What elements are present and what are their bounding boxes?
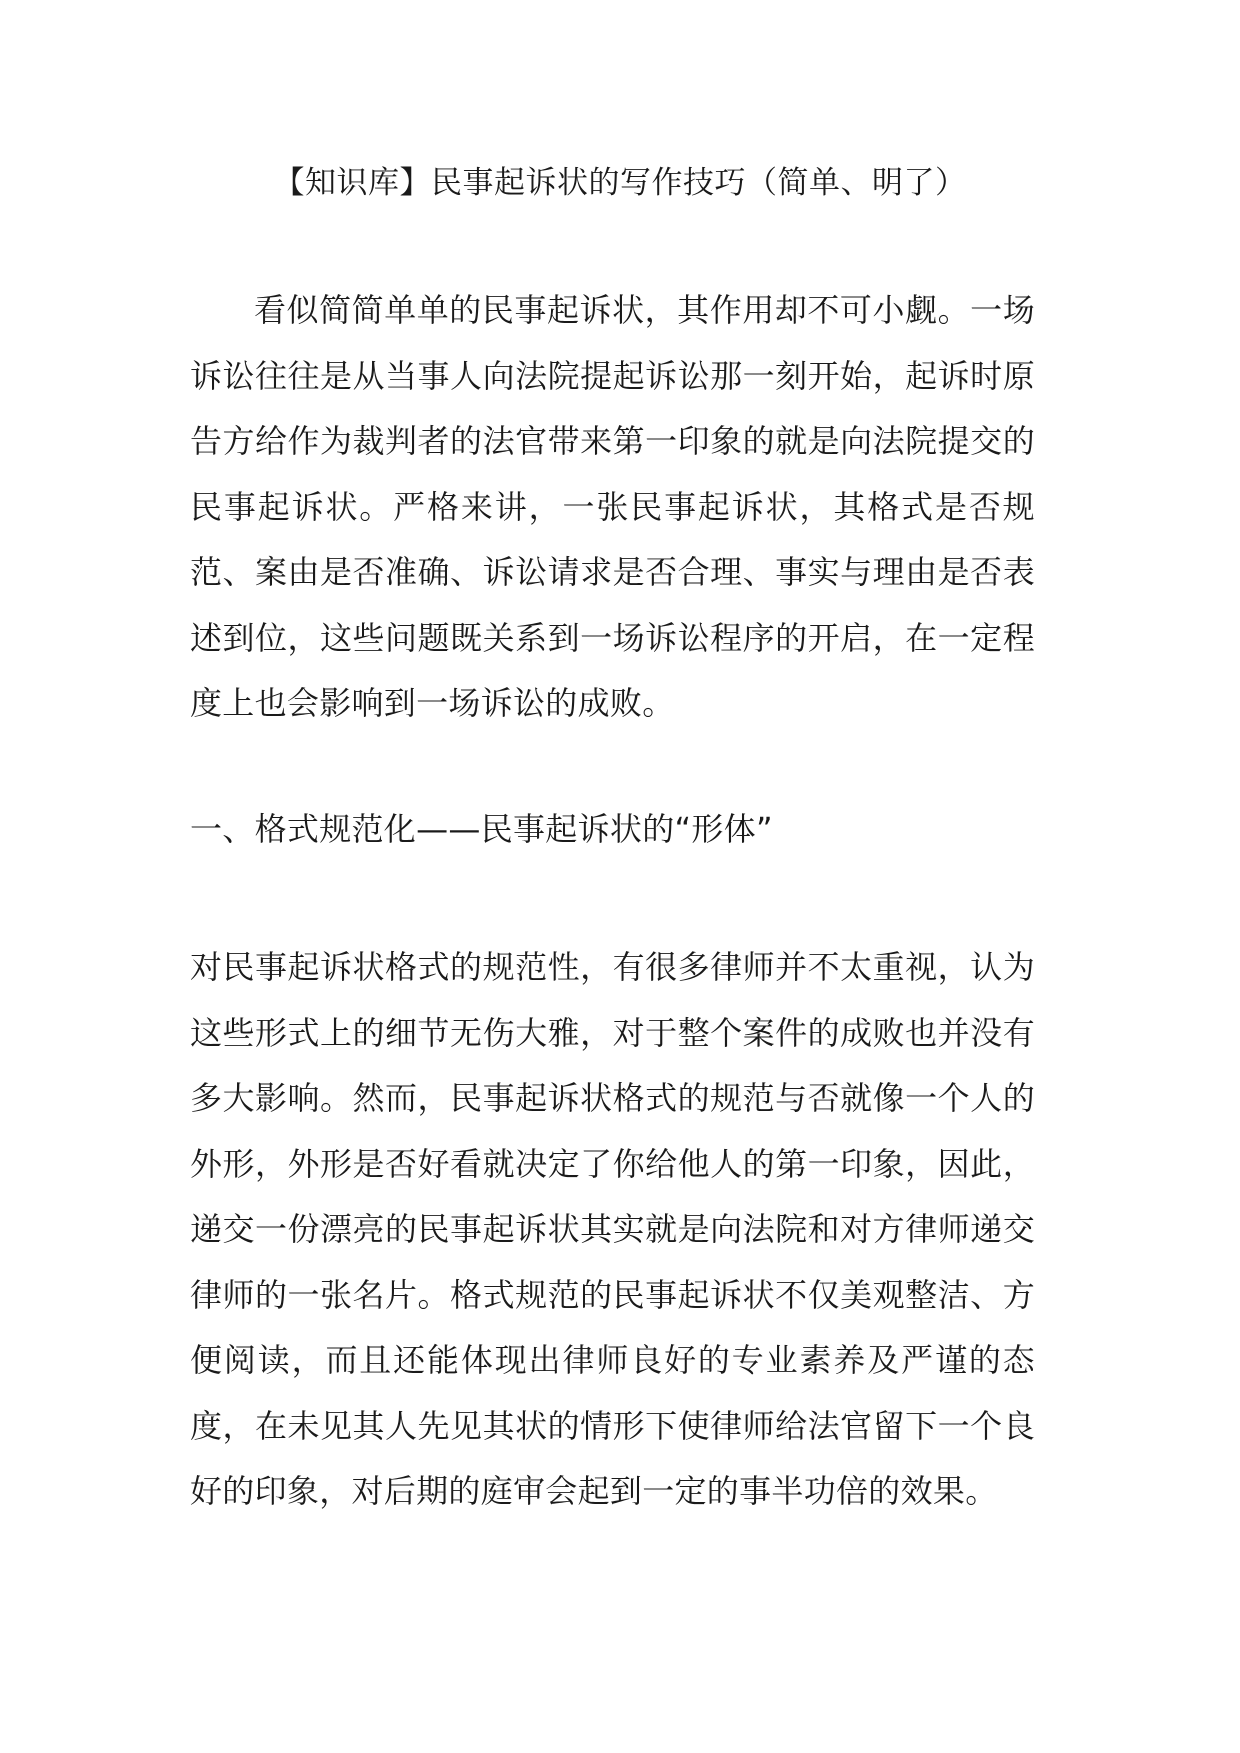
intro-paragraph: 看似简简单单的民事起诉状，其作用却不可小觑。一场诉讼往往是从当事人向法院提起诉讼那一刻开始，起诉时原告方给作为裁判者的法官带来第一印象的就是向法院提交的民事起诉状。严格来讲，一张民事起诉状，其格式是否规范、案由是否准确、诉讼请求是否合理、事实与理由是否表述到位，这些问题既关系到一场诉讼程序的开启，在一定程度上也会影响到一场诉讼的成败。: [190, 291, 1035, 722]
page-title: 【知识库】民事起诉状的写作技巧（简单、明了）: [273, 165, 967, 201]
section-paragraph: 对民事起诉状格式的规范性，有很多律师并不太重视，认为这些形式上的细节无伤大雅，对于整个案件的成败也并没有多大影响。然而，民事起诉状格式的规范与否就像一个人的外形，外形是否好看就决定了你给他人的第一印象，因此，递交一份漂亮的民事起诉状其实就是向法院和对方律师递交律师的一张名片。格式规范的民事起诉状不仅美观整洁、方便阅读，而且还能体现出律师良好的专业素养及严谨的态度，在未见其人先见其状的情形下使律师给法官留下一个良好的印象，对后期的庭审会起到一定的事半功倍的效果。: [190, 948, 1035, 1510]
section-heading: 一、格式规范化——民事起诉状的“形体”: [190, 810, 773, 848]
